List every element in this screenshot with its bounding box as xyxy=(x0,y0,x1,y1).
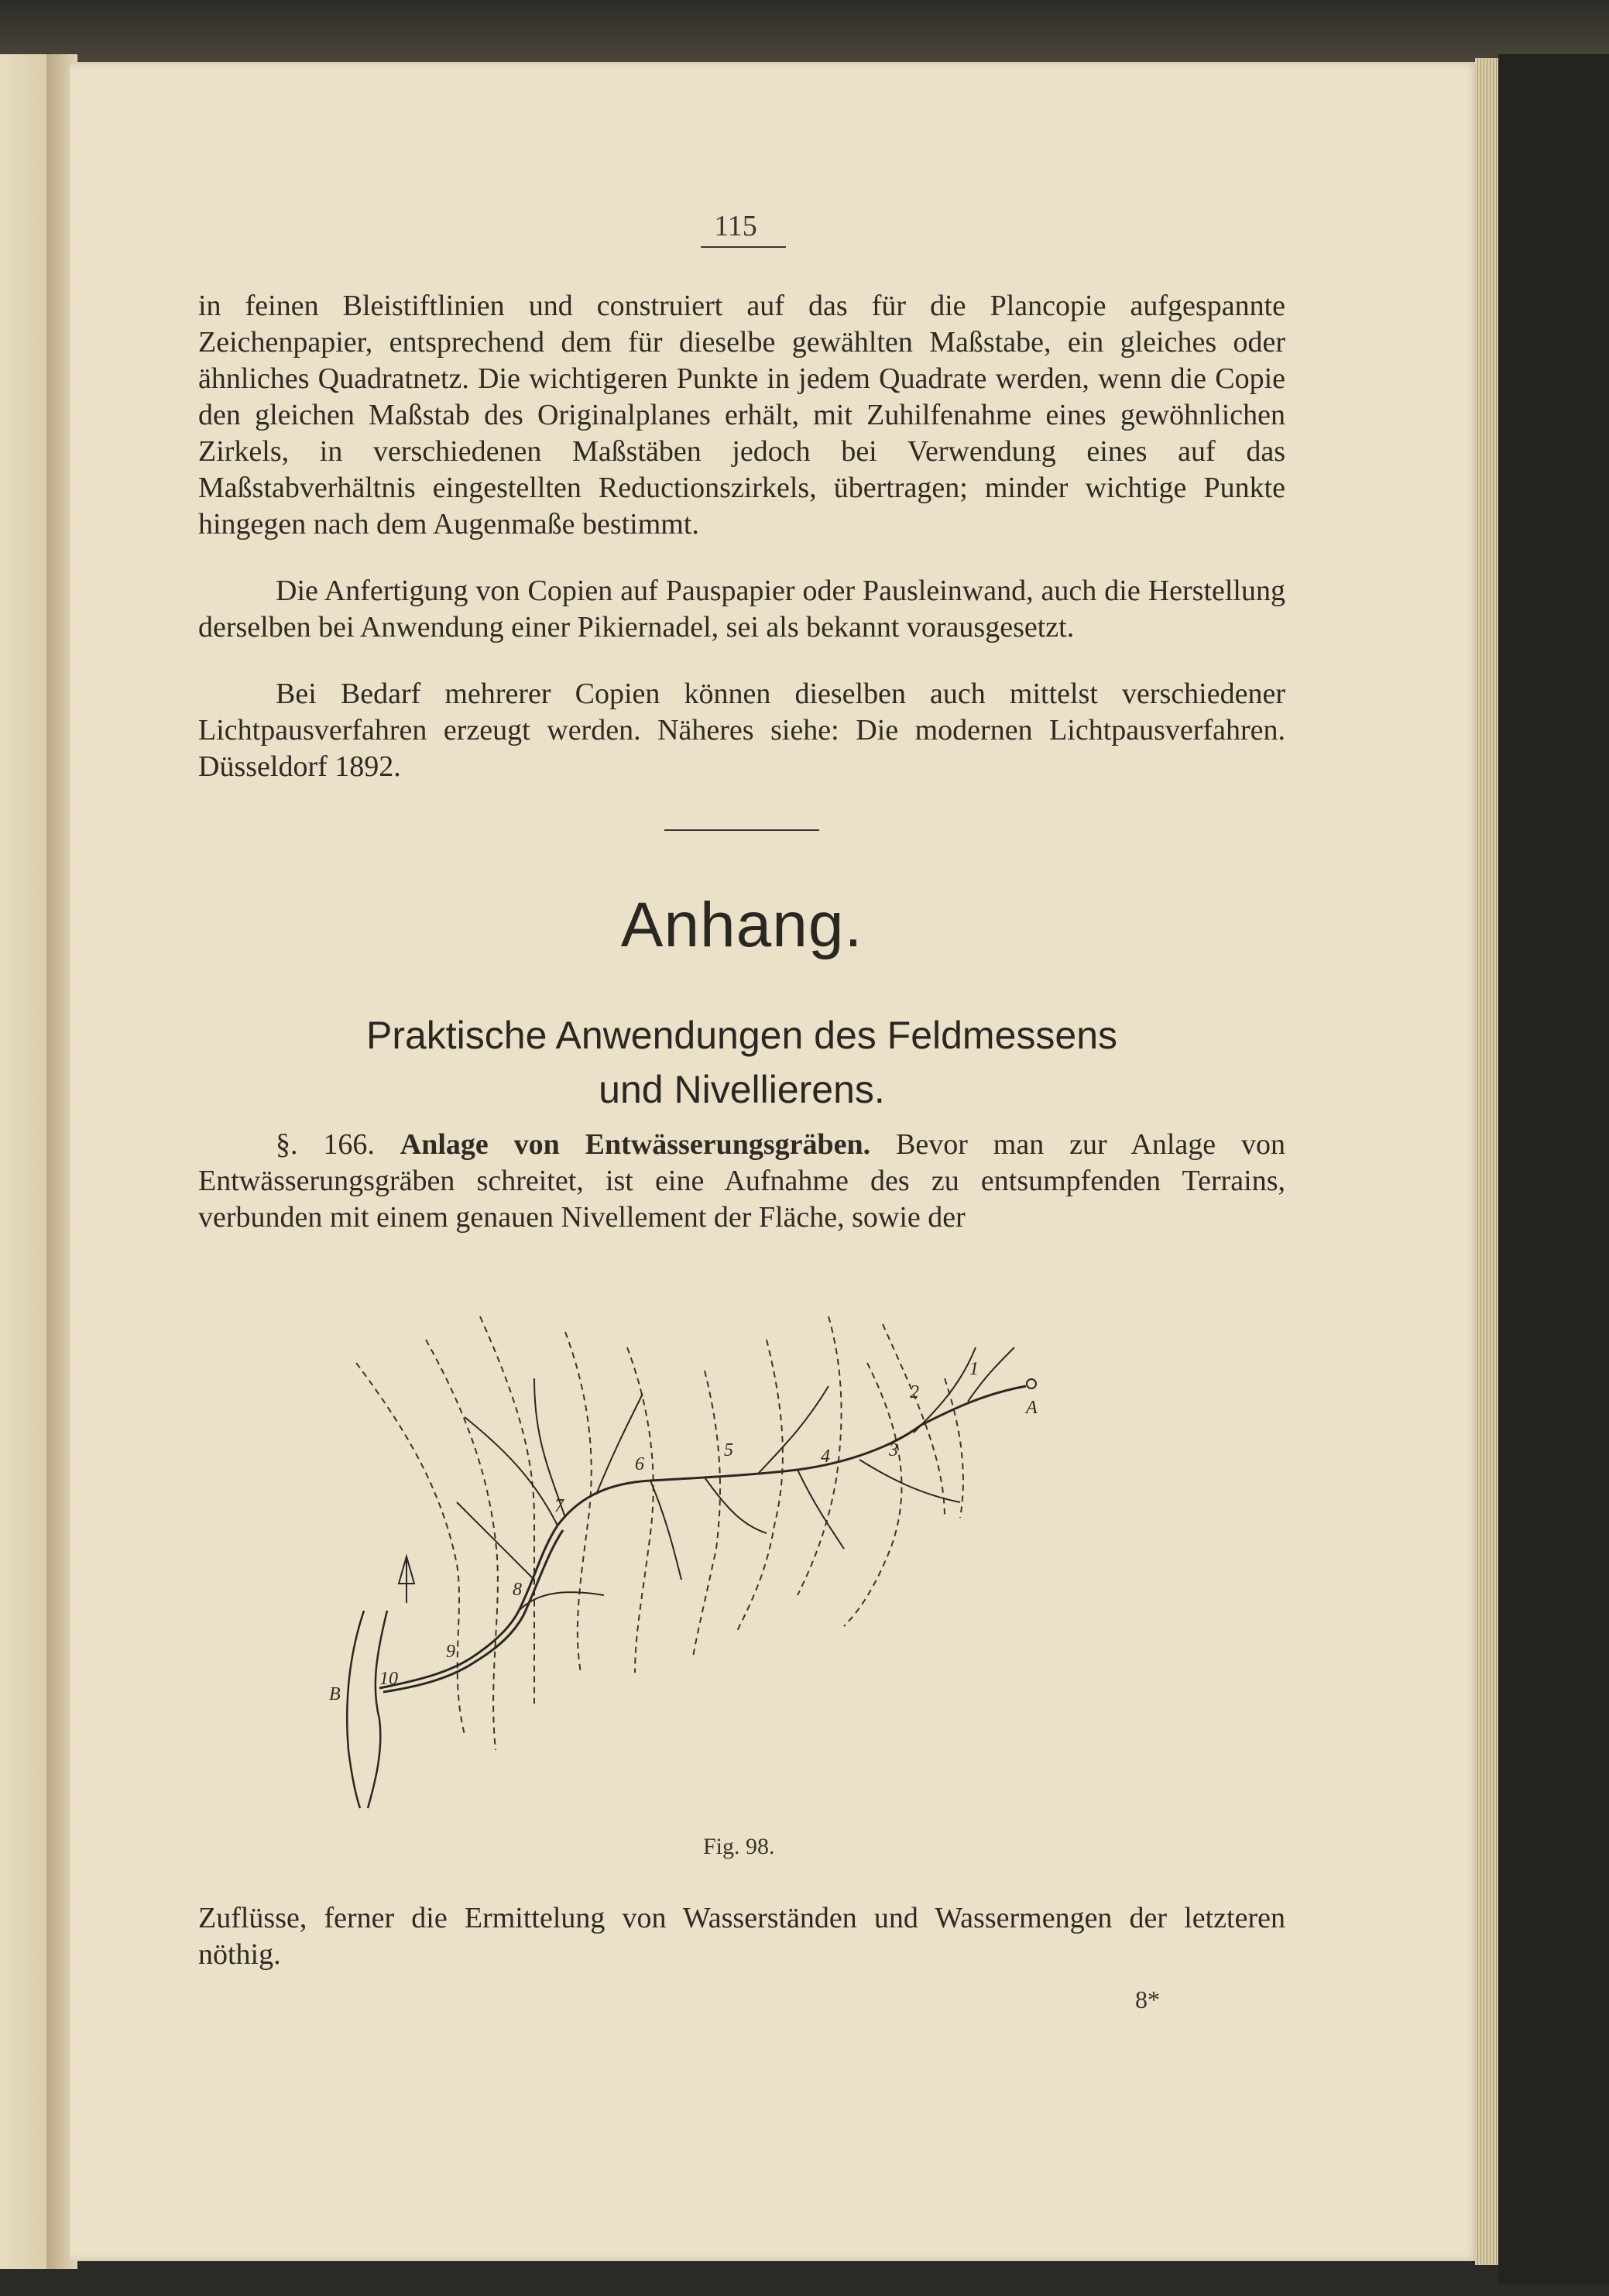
north-arrow-icon xyxy=(399,1556,414,1603)
paragraph-3: Bei Bedarf mehrerer Copien können dieselben auch mittelst verschiedener Lichtpausverfahren erzeugt werden. Näheres siehe: Die modernen Lichtpausverfahren. Düsseldorf 1892. xyxy=(198,678,1285,783)
page-number: 115 xyxy=(714,210,757,242)
label-a: A xyxy=(1026,1398,1038,1418)
label-b: B xyxy=(329,1684,341,1704)
label-4: 4 xyxy=(821,1447,830,1467)
section-title: Anlage von Entwässerungsgräben. xyxy=(400,1128,871,1161)
river-b xyxy=(347,1611,387,1808)
contour-lines xyxy=(356,1316,963,1750)
figure-caption: Fig. 98. xyxy=(703,1834,775,1859)
subheading-line-1: Praktische Anwendungen des Feldmessens xyxy=(365,1014,1118,1057)
drainage-figure xyxy=(302,1270,1185,1812)
main-drainage-channel xyxy=(379,1386,1026,1692)
subheading-line-2: und Nivellierens. xyxy=(599,1068,885,1111)
page-number-rule xyxy=(701,246,786,248)
closing-paragraph: Zuflüsse, ferner die Ermittelung von Wasserständen und Wassermengen der letzteren nöthig. xyxy=(198,1902,1285,1971)
section-166-paragraph xyxy=(198,1127,1285,1236)
book-cover-top xyxy=(0,0,1609,62)
appendix-heading: Anhang. xyxy=(620,890,863,960)
point-a-marker xyxy=(1027,1379,1036,1388)
label-6: 6 xyxy=(635,1454,644,1474)
book-cover-right xyxy=(1498,54,1609,2284)
printer-signature-mark: 8* xyxy=(1135,1985,1160,2013)
label-7: 7 xyxy=(554,1496,564,1516)
paragraph-1: in feinen Bleistiftlinien und construiert auf das für die Plancopie aufgespannte Zeichenpapier, entsprechend dem für dieselbe gewählten Maßstabe, ein gleiches oder ähnliches Quadratnetz. Die wichtigeren Punkte in jedem Quadrate werden, wenn die Copie den gleichen Maßstab des Originalplanes erhält, mit Zuhilfenahme eines gewöhnlichen Zirkels, in verschiedenen Maßstäben jedoch bei Verwendung eines auf das Maßstabverhältnis eingestellten Reductionszirkels, übertragen; minder wichtige Punkte hingegen nach dem Augenmaße bestimmt. xyxy=(198,290,1285,541)
section-text: Bevor man zur Anlage von Entwässerungsgräben schreitet, ist eine Aufnahme des zu entsumpfenden Terrains, verbunden mit einem genauen Nivellement der Fläche, sowie der xyxy=(198,1128,1286,1234)
label-9: 9 xyxy=(446,1642,455,1662)
label-5: 5 xyxy=(724,1440,733,1460)
section-number: §. 166. xyxy=(276,1128,375,1161)
label-10: 10 xyxy=(379,1669,398,1689)
side-channels xyxy=(457,1347,1014,1611)
section-divider xyxy=(664,829,819,831)
appendix-subheading xyxy=(198,1008,1285,1117)
label-2: 2 xyxy=(910,1382,919,1402)
page-edges xyxy=(1475,58,1498,2265)
paragraph-2: Die Anfertigung von Copien auf Pauspapier oder Pausleinwand, auch die Herstellung derselben bei Anwendung einer Pikiernadel, sei als bekannt vorausgesetzt. xyxy=(198,575,1285,643)
label-1: 1 xyxy=(969,1359,979,1379)
label-8: 8 xyxy=(513,1580,522,1600)
label-3: 3 xyxy=(889,1440,898,1460)
